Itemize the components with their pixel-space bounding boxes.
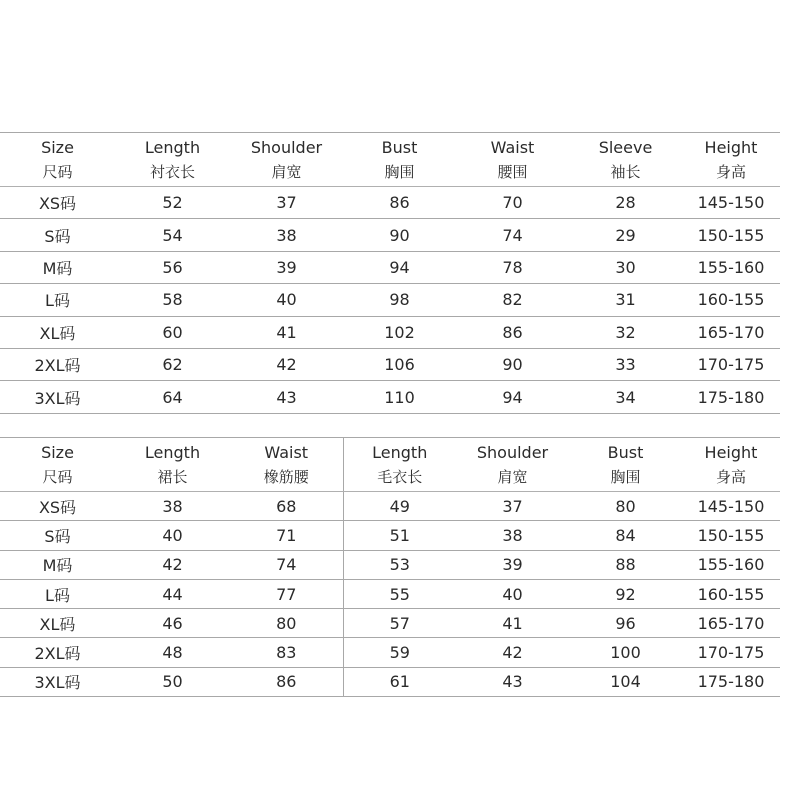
table-cell: 155-160	[682, 251, 780, 283]
table-cell: 83	[230, 638, 343, 667]
table-cell: 28	[569, 187, 682, 219]
table-cell: 106	[343, 348, 456, 380]
table-cell: 165-170	[682, 609, 780, 638]
table-cell: 145-150	[682, 187, 780, 219]
header-zh: 腰围	[497, 162, 528, 181]
table-cell: 59	[343, 638, 456, 667]
table-cell: 38	[230, 219, 343, 251]
header-cell	[569, 133, 682, 187]
header-zh: 橡筋腰	[263, 467, 309, 486]
table-cell: 42	[230, 348, 343, 380]
table-row	[0, 667, 780, 696]
header-en: Bust	[381, 137, 418, 157]
table-cell: 82	[456, 284, 569, 316]
size-cell: XL码	[0, 609, 115, 638]
table-cell: 71	[230, 521, 343, 550]
table-cell: 39	[456, 550, 569, 579]
table-cell: 64	[115, 381, 230, 413]
table-cell: 150-155	[682, 219, 780, 251]
table-cell: 42	[115, 550, 230, 579]
table-cell: 170-175	[682, 638, 780, 667]
size-cell: M码	[0, 251, 115, 283]
table-cell: 31	[569, 284, 682, 316]
header-en: Length	[144, 137, 201, 157]
table-cell: 42	[456, 638, 569, 667]
table-cell: 84	[569, 521, 682, 550]
table-cell: 54	[115, 219, 230, 251]
table-row	[0, 251, 780, 283]
table-cell: 30	[569, 251, 682, 283]
table-cell: 86	[230, 667, 343, 696]
size-chart-skirt-sweater-table	[0, 437, 780, 697]
header-zh: 袖长	[610, 162, 641, 181]
header-zh: 肩宽	[497, 467, 528, 486]
size-cell: S码	[0, 219, 115, 251]
table-cell: 56	[115, 251, 230, 283]
header-cell	[230, 438, 343, 492]
table-cell: 50	[115, 667, 230, 696]
table-cell: 40	[456, 579, 569, 608]
size-cell: 3XL码	[0, 381, 115, 413]
header-en: Waist	[490, 137, 535, 157]
table-cell: 55	[343, 579, 456, 608]
header-zh: 身高	[715, 467, 746, 486]
size-cell: L码	[0, 284, 115, 316]
table-cell: 80	[230, 609, 343, 638]
table-row	[0, 579, 780, 608]
header-cell	[343, 438, 456, 492]
header-zh: 肩宽	[271, 162, 302, 181]
size-cell: L码	[0, 579, 115, 608]
table-row	[0, 609, 780, 638]
table-cell: 155-160	[682, 550, 780, 579]
table-cell: 110	[343, 381, 456, 413]
table-cell: 102	[343, 316, 456, 348]
header-en: Height	[704, 442, 758, 462]
table-cell: 60	[115, 316, 230, 348]
header-cell	[115, 438, 230, 492]
table-cell: 29	[569, 219, 682, 251]
header-cell	[569, 438, 682, 492]
header-zh: 尺码	[42, 162, 73, 181]
header-row	[0, 438, 780, 492]
table-cell: 94	[456, 381, 569, 413]
table-cell: 90	[343, 219, 456, 251]
size-cell: 2XL码	[0, 638, 115, 667]
table-cell: 34	[569, 381, 682, 413]
header-cell	[0, 133, 115, 187]
table-cell: 92	[569, 579, 682, 608]
table-cell: 43	[456, 667, 569, 696]
header-cell	[682, 133, 780, 187]
table-cell: 160-155	[682, 284, 780, 316]
size-cell: S码	[0, 521, 115, 550]
header-en: Waist	[264, 442, 309, 462]
table-cell: 32	[569, 316, 682, 348]
table-cell: 86	[456, 316, 569, 348]
table-row	[0, 638, 780, 667]
size-cell: 2XL码	[0, 348, 115, 380]
table-cell: 51	[343, 521, 456, 550]
table-row	[0, 521, 780, 550]
size-cell: XS码	[0, 187, 115, 219]
table-cell: 33	[569, 348, 682, 380]
header-cell	[0, 438, 115, 492]
size-cell: XS码	[0, 492, 115, 521]
table-cell: 37	[230, 187, 343, 219]
table-cell: 49	[343, 492, 456, 521]
header-zh: 身高	[715, 162, 746, 181]
header-zh: 衬衣长	[149, 162, 195, 181]
size-cell: XL码	[0, 316, 115, 348]
table-row	[0, 187, 780, 219]
size-chart-shirt-table	[0, 132, 780, 414]
table-cell: 77	[230, 579, 343, 608]
table-row	[0, 492, 780, 521]
header-zh: 尺码	[42, 467, 73, 486]
table-cell: 96	[569, 609, 682, 638]
table-cell: 41	[456, 609, 569, 638]
header-en: Length	[144, 442, 201, 462]
table-cell: 44	[115, 579, 230, 608]
table-cell: 41	[230, 316, 343, 348]
table-row	[0, 348, 780, 380]
header-cell	[456, 438, 569, 492]
table-cell: 38	[456, 521, 569, 550]
header-en: Size	[41, 137, 74, 157]
table-cell: 88	[569, 550, 682, 579]
table-cell: 40	[230, 284, 343, 316]
table-cell: 74	[456, 219, 569, 251]
table-row	[0, 550, 780, 579]
table-cell: 37	[456, 492, 569, 521]
header-zh: 胸围	[610, 467, 641, 486]
table-cell: 78	[456, 251, 569, 283]
table-cell: 70	[456, 187, 569, 219]
table-cell: 52	[115, 187, 230, 219]
header-zh: 毛衣长	[377, 467, 423, 486]
header-en: Sleeve	[598, 137, 653, 157]
header-cell	[115, 133, 230, 187]
table-cell: 46	[115, 609, 230, 638]
header-zh: 胸围	[384, 162, 415, 181]
table-cell: 175-180	[682, 381, 780, 413]
table-cell: 94	[343, 251, 456, 283]
table-cell: 39	[230, 251, 343, 283]
table-cell: 98	[343, 284, 456, 316]
table-cell: 48	[115, 638, 230, 667]
size-cell: M码	[0, 550, 115, 579]
table-cell: 170-175	[682, 348, 780, 380]
header-en: Size	[41, 442, 74, 462]
table-cell: 68	[230, 492, 343, 521]
table-cell: 62	[115, 348, 230, 380]
header-cell	[682, 438, 780, 492]
table-cell: 74	[230, 550, 343, 579]
table-cell: 38	[115, 492, 230, 521]
header-en: Length	[372, 442, 428, 462]
header-row	[0, 133, 780, 187]
table-row	[0, 219, 780, 251]
header-en: Bust	[607, 442, 644, 462]
table-cell: 80	[569, 492, 682, 521]
table-cell: 90	[456, 348, 569, 380]
header-en: Shoulder	[250, 137, 323, 157]
table-cell: 57	[343, 609, 456, 638]
table-cell: 100	[569, 638, 682, 667]
table-cell: 43	[230, 381, 343, 413]
table-cell: 86	[343, 187, 456, 219]
header-en: Shoulder	[476, 442, 549, 462]
header-zh: 裙长	[157, 467, 188, 486]
table-cell: 145-150	[682, 492, 780, 521]
header-cell	[230, 133, 343, 187]
table-cell: 58	[115, 284, 230, 316]
header-cell	[343, 133, 456, 187]
table-row	[0, 381, 780, 413]
table-cell: 160-155	[682, 579, 780, 608]
header-cell	[456, 133, 569, 187]
table-cell: 150-155	[682, 521, 780, 550]
table-cell: 61	[343, 667, 456, 696]
table-cell: 165-170	[682, 316, 780, 348]
table-row	[0, 284, 780, 316]
table-cell: 175-180	[682, 667, 780, 696]
header-en: Height	[704, 137, 758, 157]
table-cell: 53	[343, 550, 456, 579]
table-row	[0, 316, 780, 348]
table-cell: 104	[569, 667, 682, 696]
size-cell: 3XL码	[0, 667, 115, 696]
table-cell: 40	[115, 521, 230, 550]
